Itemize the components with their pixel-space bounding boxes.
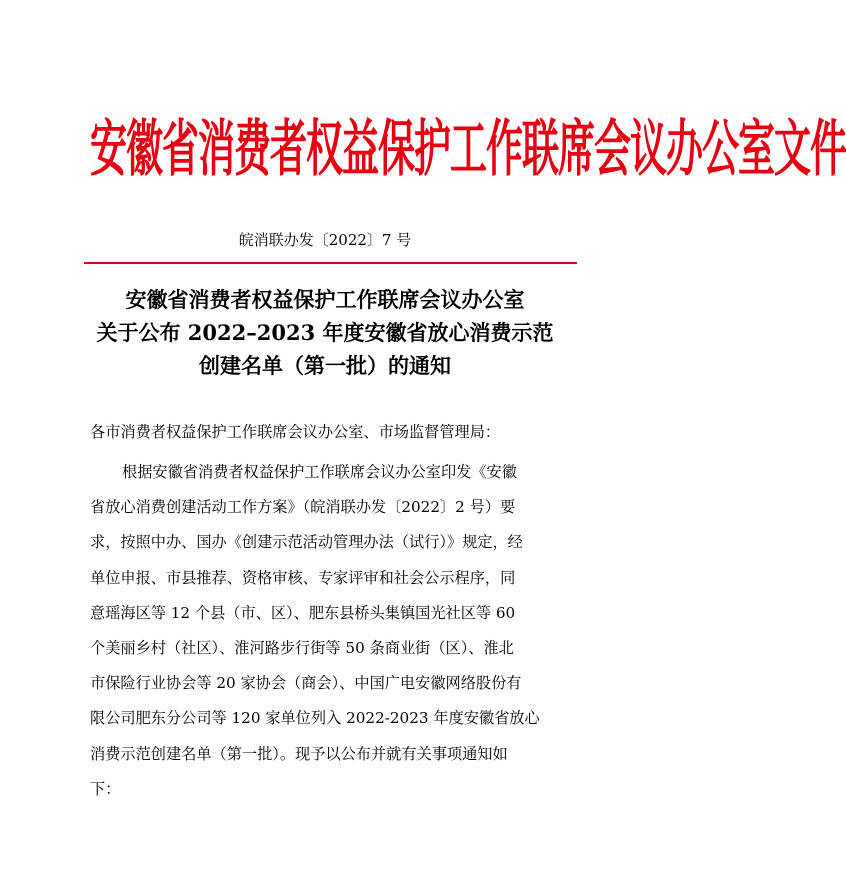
- notice-title-line: 安徽省消费者权益保护工作联席会议办公室: [125, 287, 525, 312]
- body-line: 个美丽乡村（社区）、淮河路步行街等 50 条商业街（区）、淮北: [90, 638, 514, 657]
- body-line: 下：: [90, 779, 121, 798]
- body-line: 省放心消费创建活动工作方案》（皖消联办发〔2022〕2 号）要: [90, 498, 516, 517]
- notice-title-line: 创建名单（第一批）的通知: [199, 353, 451, 378]
- body-line: 限公司肥东分公司等 120 家单位列入 2022-2023 年度安徽省放心: [90, 709, 540, 728]
- notice-title-line: 关于公布 2022–2023 年度安徽省放心消费示范: [96, 320, 554, 345]
- header-red-rule: [84, 262, 577, 264]
- body-line: 单位申报、市县推荐、资格审核、专家评审和社会公示程序，同: [90, 568, 516, 587]
- document-header-title: 安徽省消费者权益保护工作联席会议办公室文件: [90, 111, 846, 185]
- body-line: 根据安徽省消费者权益保护工作联席会议办公室印发《安徽: [122, 463, 517, 481]
- addressee-line: 各市消费者权益保护工作联席会议办公室、市场监督管理局：: [90, 423, 501, 441]
- body-line: 意瑶海区等 12 个县（市、区）、肥东县桥头集镇国光社区等 60: [90, 603, 516, 622]
- body-line: 市保险行业协会等 20 家协会（商会）、中国广电安徽网络股份有: [90, 674, 522, 693]
- document-number: 皖消联办发〔2022〕7 号: [238, 231, 412, 249]
- body-line: 消费示范创建名单（第一批）。现予以公布并就有关事项通知如: [90, 744, 508, 763]
- notice-title: [60, 283, 590, 382]
- body-line: 求，按照中办、国办《创建示范活动管理办法（试行）》规定，经: [90, 533, 523, 552]
- body-paragraph: [90, 455, 570, 807]
